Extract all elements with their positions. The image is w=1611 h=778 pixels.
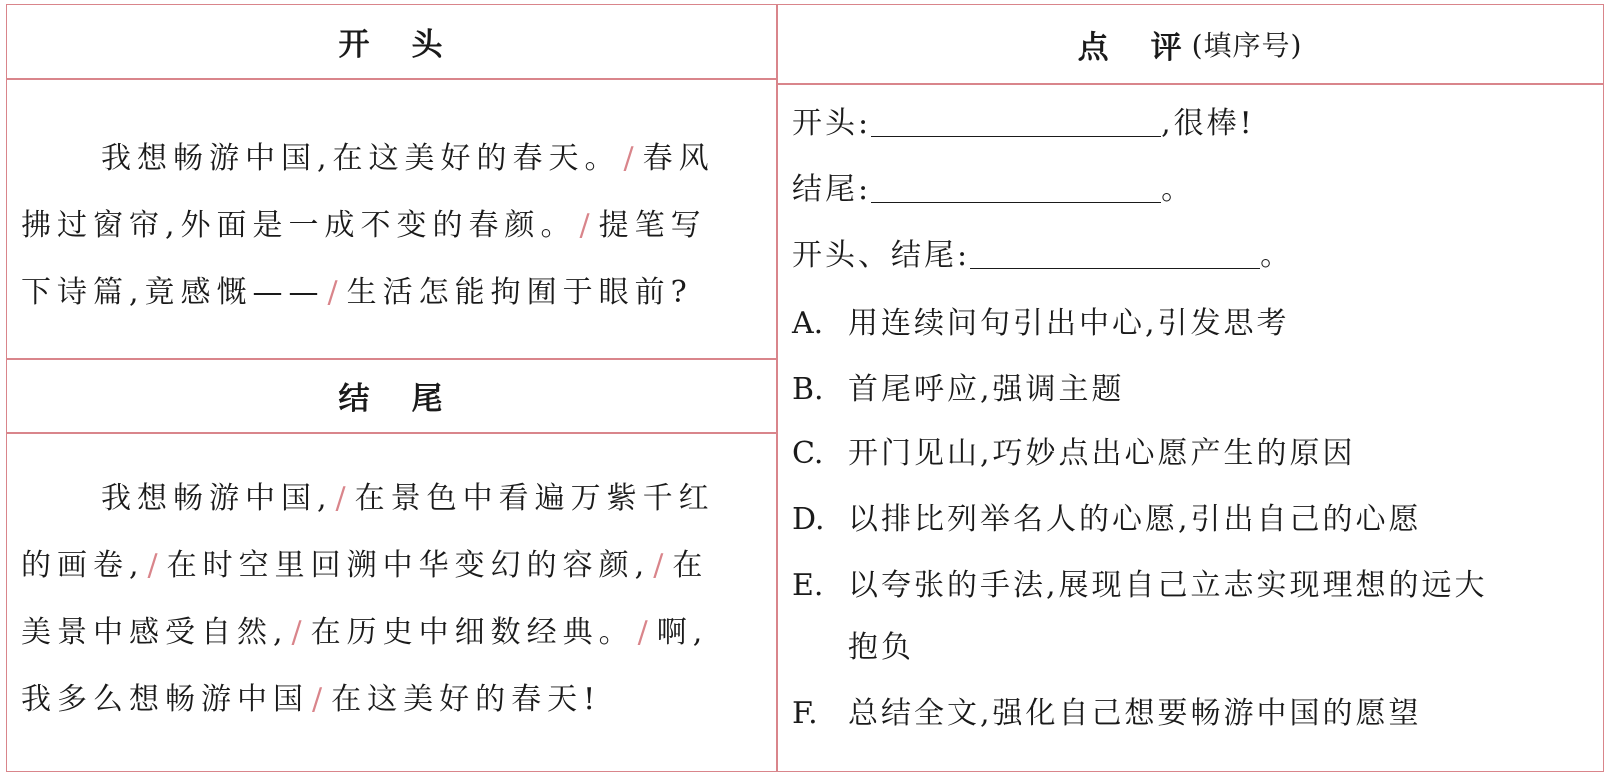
answer-row-both: 开头、结尾: 。: [792, 230, 1293, 274]
row-divider: [777, 83, 1603, 85]
option-d: D. 以排比列举名人的心愿,引出自己的心愿: [792, 502, 1422, 537]
text-line: 的画卷, / 在时空里回溯中华变幻的容颜, / 在: [21, 548, 709, 583]
answer-blank[interactable]: [871, 168, 1161, 203]
option-e: E. 以夸张的手法,展现自己立志实现理想的远大: [792, 568, 1488, 603]
answer-blank[interactable]: [871, 102, 1161, 137]
row-divider: [7, 432, 776, 434]
opening-header: 开 头: [338, 27, 445, 63]
row-divider: [7, 78, 776, 80]
opening-paragraph: [21, 125, 715, 326]
text-line: 我想畅游中国,在这美好的春天。 / 春风: [101, 141, 715, 176]
answer-blank[interactable]: [970, 234, 1260, 269]
text-line: 拂过窗帘,外面是一成不变的春颜。 / 提笔写: [21, 208, 707, 243]
comment-header: 点 评 (填序号): [1077, 29, 1303, 66]
text-line: 我想畅游中国, / 在景色中看遍万紫千红: [101, 481, 715, 516]
option-f: F. 总结全文,强化自己想要畅游中国的愿望: [792, 696, 1422, 731]
ending-paragraph: [21, 465, 715, 733]
option-e-continuation: 抱负: [848, 630, 914, 665]
answer-row-opening: 开头: ,很棒!: [792, 98, 1255, 142]
answer-row-ending: 结尾: 。: [792, 164, 1194, 208]
text-line: 我多么想畅游中国 / 在这美好的春天!: [21, 682, 602, 717]
text-line: 下诗篇,竟感慨—— / 生活怎能拘囿于眼前?: [21, 275, 693, 310]
option-c: C. 开门见山,巧妙点出心愿产生的原因: [792, 436, 1356, 471]
text-line: 美景中感受自然, / 在历史中细数经典。 / 啊,: [21, 615, 709, 650]
column-divider: [776, 5, 778, 771]
option-a: A. 用连续问句引出中心,引发思考: [792, 306, 1290, 341]
option-b: B. 首尾呼应,强调主题: [792, 372, 1125, 407]
ending-header: 结 尾: [338, 381, 445, 417]
